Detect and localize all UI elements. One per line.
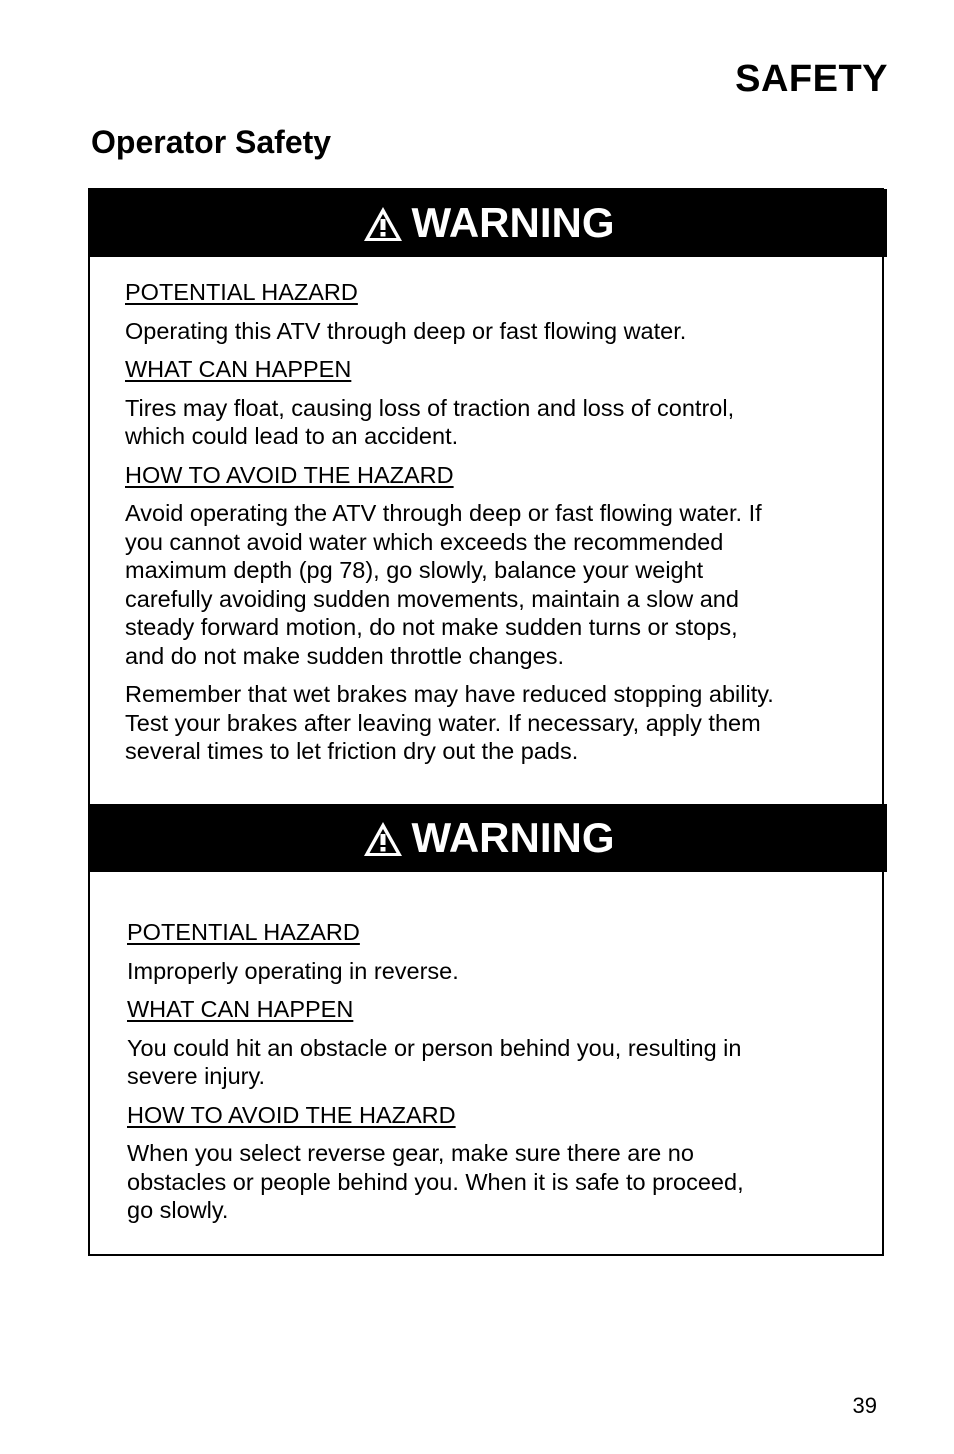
potential-hazard-label: POTENTIAL HAZARD xyxy=(125,279,358,305)
how-to-avoid-label: HOW TO AVOID THE HAZARD xyxy=(125,461,454,488)
page-title: Operator Safety xyxy=(91,124,332,160)
potential-hazard-label: POTENTIAL HAZARD xyxy=(127,919,360,945)
warning-title: WARNING xyxy=(411,199,615,246)
warning-header xyxy=(89,804,887,872)
what-can-happen-label: WHAT CAN HAPPEN xyxy=(125,356,352,382)
what-can-happen-text: Tires may float, causing loss of traction and loss of control, which could lead to an accident. xyxy=(125,394,735,449)
potential-hazard-text: Improperly operating in reverse. xyxy=(127,957,459,984)
what-can-happen-label: WHAT CAN HAPPEN xyxy=(127,996,354,1022)
page-number: 39 xyxy=(852,1393,877,1418)
section-title: SAFETY xyxy=(735,58,888,100)
warning-title: WARNING xyxy=(411,814,615,861)
warning-box xyxy=(88,188,884,1256)
how-to-avoid-text: Avoid operating the ATV through deep or fast flowing water. If you cannot avoid water which exceeds the recommended maximum depth (pg 78), go slowly, balance your weight carefully avoiding sudden movements, maintain a slow and steady forward motion, do not make sudden turns or stops, and do not make sudden throttle changes. xyxy=(125,500,762,669)
additional-note-text: Remember that wet brakes may have reduced stopping ability. Test your brakes after leaving water. If necessary, apply them several times to let friction dry out the pads. xyxy=(125,681,774,764)
warning-body xyxy=(127,918,847,1235)
what-can-happen-text: You could hit an obstacle or person behind you, resulting in severe injury. xyxy=(127,1034,742,1089)
potential-hazard-text: Operating this ATV through deep or fast flowing water. xyxy=(125,317,687,344)
warning-body xyxy=(125,278,845,776)
warning-triangle-icon xyxy=(362,820,404,858)
how-to-avoid-label: HOW TO AVOID THE HAZARD xyxy=(127,1101,456,1128)
how-to-avoid-text: When you select reverse gear, make sure there are no obstacles or people behind you. When it is safe to proceed, go slowly. xyxy=(127,1140,744,1223)
warning-triangle-icon xyxy=(362,205,404,243)
warning-header xyxy=(89,189,887,257)
